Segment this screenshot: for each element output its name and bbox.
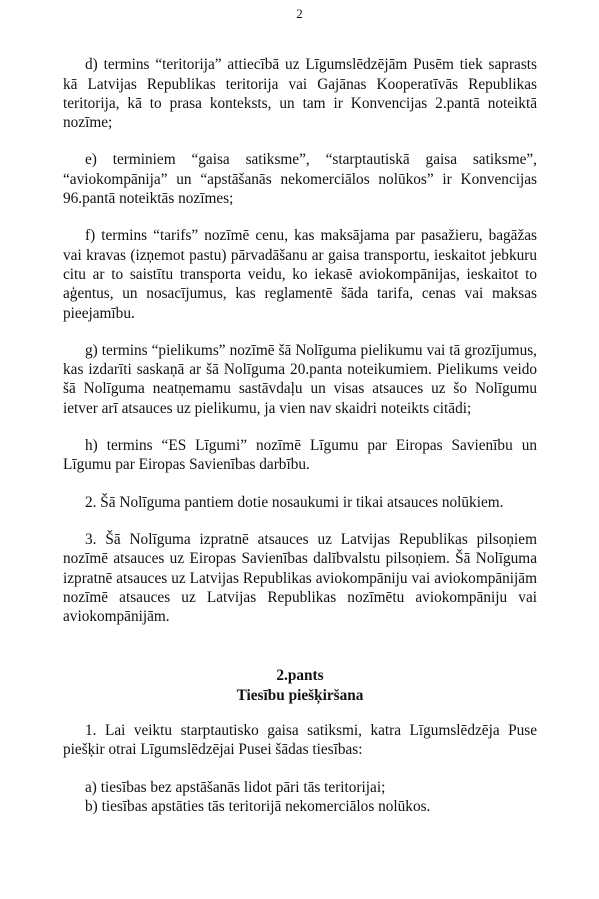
paragraph-e-text: e) terminiem “gaisa satiksme”, “starptautiskā gaisa satiksme”, “aviokompānija” un “apstāšanās nekomerciālos nolūkos” ir Konvencijas 96.pantā noteiktās nozīmes;	[63, 151, 537, 208]
paragraph-2-text: 2. Šā Nolīguma pantiem dotie nosaukumi ir tikai atsauces nolūkiem.	[85, 493, 504, 511]
paragraph-f	[63, 226, 537, 322]
article-number: 2.pants	[276, 667, 324, 685]
paragraph-3	[63, 530, 537, 626]
paragraph-h	[63, 436, 537, 475]
paragraph-g	[63, 341, 537, 418]
paragraph-f-text: f) termins “tarifs” nozīmē cenu, kas maksājama par pasažieru, bagāžas vai kravas (izņemot pastu) pārvadāšanu ar gaisa transportu, ieskaitot jebkuru citu ar to saistītu transporta veidu, ko iekasē aviokompānijas, ieskaitot to aģentus, un nosacījumus, kas reglamentē šāda tarifa, cenas vai maksas pieejamību.	[63, 227, 537, 322]
article-paragraph-1	[63, 721, 537, 760]
document-body	[63, 36, 537, 816]
article-title: Tiesību piešķiršana	[236, 686, 364, 704]
article-heading	[63, 666, 537, 705]
paragraph-d-text: d) termins “teritorija” attiecībā uz Līgumslēdzējām Pusēm tiek saprasts kā Latvijas Republikas teritorija vai Gajānas Kooperatīvās Republikas teritorija, kā to prasa konteksts, un tam ir Konvencijas 2.pantā noteiktā nozīme;	[63, 56, 537, 132]
paragraph-h-text: h) termins “ES Līgumi” nozīmē Līgumu par Eiropas Savienību un Līgumu par Eiropas Savienības darbību.	[63, 437, 537, 474]
paragraph-d	[63, 36, 537, 132]
paragraph-g-text: g) termins “pielikums” nozīmē šā Nolīguma pielikumu vai tā grozījumus, kas izdarīti saskaņā ar šā Nolīguma 20.panta noteikumiem. Pielikums veido šā Nolīguma neatņemamu sastāvdaļu un visas atsauces uz šo Nolīgumu ietver arī atsauces uz pielikumu, ja vien nav skaidri noteikts citādi;	[63, 341, 537, 417]
article-item-a-text: a) tiesības bez apstāšanās lidot pāri tās teritorijai;	[85, 778, 386, 796]
paragraph-e	[63, 150, 537, 208]
page-number: 2	[296, 6, 303, 21]
article-paragraph-1-text: 1. Lai veiktu starptautisko gaisa satiksmi, katra Līgumslēdzēja Puse piešķir otrai Līgumslēdzējai Pusei šādas tiesības:	[63, 722, 537, 759]
article-item-b	[63, 797, 537, 816]
paragraph-2	[63, 493, 537, 512]
article-item-a	[63, 778, 537, 797]
article-item-b-text: b) tiesības apstāties tās teritorijā nekomerciālos nolūkos.	[85, 797, 431, 815]
paragraph-3-text: 3. Šā Nolīguma izpratnē atsauces uz Latvijas Republikas pilsoņiem nozīmē atsauces uz Eiropas Savienības dalībvalstu pilsoņiem. Šā Nolīguma izpratnē atsauces uz Latvijas Republikas aviokompāniju vai aviokompānijām nozīmē atsauces uz Latvijas Republikas nozīmētu aviokompāniju vai aviokompānijām.	[63, 530, 537, 626]
